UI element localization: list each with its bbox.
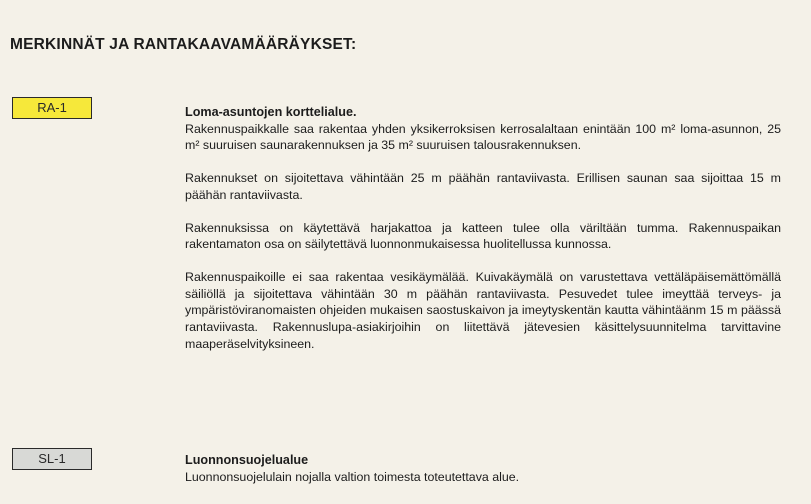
ra-1-paragraph-1: Rakennuspaikkalle saa rakentaa yhden yksikerroksisen kerrosalaltaan enintään 100 m² loma-asunnon, 25 m² suuruisen saunarakennuksen ja 35 m² suuruisen talousrakennuksen. [185,121,781,153]
ra-1-section [185,104,781,352]
sl-1-title: Luonnonsuojelualue [185,453,309,467]
ra-1-paragraph-2: Rakennukset on sijoitettava vähintään 25 m päähän rantaviivasta. Erillisen saunan saa sijoittaa 15 m päähän rantaviivasta. [185,171,781,202]
ra-1-paragraph-4: Rakennuspaikoille ei saa rakentaa vesikäymälää. Kuivakäymälä on varustettava vettäläpäisemättömällä säiliöllä ja sijoitettava vähintään 30 m päähän rantaviivasta. Pesuvedet tulee imeyttää terveys- ja ympäristöviranomaisten ohjeiden mukaisen saostuskaivon ja imeytyskentän kautta vähintäänm 15 m päässä rantaviivasta. Rakennuslupa-asiakirjoihin on liitettävä jätevesien käsittelysuunnitelma tarvittavine maaperäselvityksineen. [185,269,781,351]
ra-1-paragraph-3: Rakennuksissa on käytettävä harjakattoa ja katteen tulee olla väriltään tumma. Rakennuspaikan rakentamaton osa on säilytettävä luonnonmukaisessa huolitellussa kunnossa. [185,220,781,252]
heading: MERKINNÄT JA RANTAKAAVAMÄÄRÄYKSET: [10,36,357,53]
ra-1-title: Loma-asuntojen korttelialue. [185,105,357,119]
sl-1-section [185,452,781,485]
ra-1-code-box: RA-1 [12,97,92,119]
sl-1-code-box: SL-1 [12,448,92,470]
sl-1-paragraph-1: Luonnonsuojelulain nojalla valtion toimesta toteutettava alue. [185,469,520,484]
